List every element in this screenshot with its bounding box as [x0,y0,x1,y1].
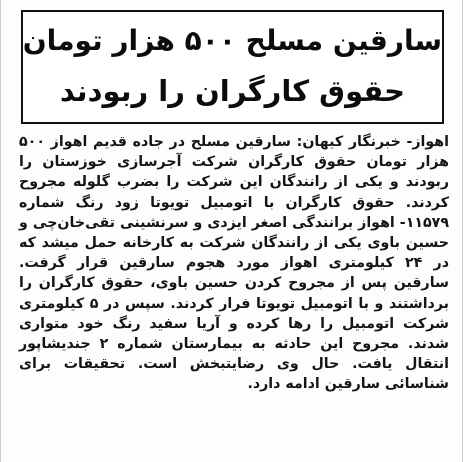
article-body-text: سارقین مسلح در جاده قدیم اهواز ۵۰۰ هزار تومان حقوق کارگران شرکت آجرسازی خوزستان را ربودند و یکی از رانندگان این شرکت را بضرب گلوله مجروح کردند. حقوق کارگران با اتومبیل تویوتا زود رنگ شماره ۱۱۵۷۹- اهواز برانندگی اصغر ایزدی و سرنشینی تقی‌خان‌چی و حسین باوی یکی از رانندگان شرکت به کارخانه حمل میشد که در ۲۴ کیلومتری اهواز مورد هجوم سارقین قرار گرفت. سارقین پس از مجروح کردن حسین باوی، حقوق کارگران را برداشتند و با اتومبیل تویوتا فرار کردند. سپس در ۵ کیلومتری شرکت اتومبیل را رها کرده و آریا سفید رنگ خود متواری شدند. مجروح این حادثه به بیمارستان شماره ۲ جندیشاپور انتقال یافت. حال وی رضایتبخش است. تحقیقات برای شناسائی سارقین ادامه دارد. [19,134,449,393]
headline-line-1: سارقین مسلح ۵۰۰ هزار تومان [22,24,442,57]
article-dateline: اهواز- خبرنگار کیهان: [290,134,450,150]
headline-line-2: حقوق کارگران را ربودند [59,74,406,108]
article-body [19,132,449,454]
headline-box [21,10,444,124]
